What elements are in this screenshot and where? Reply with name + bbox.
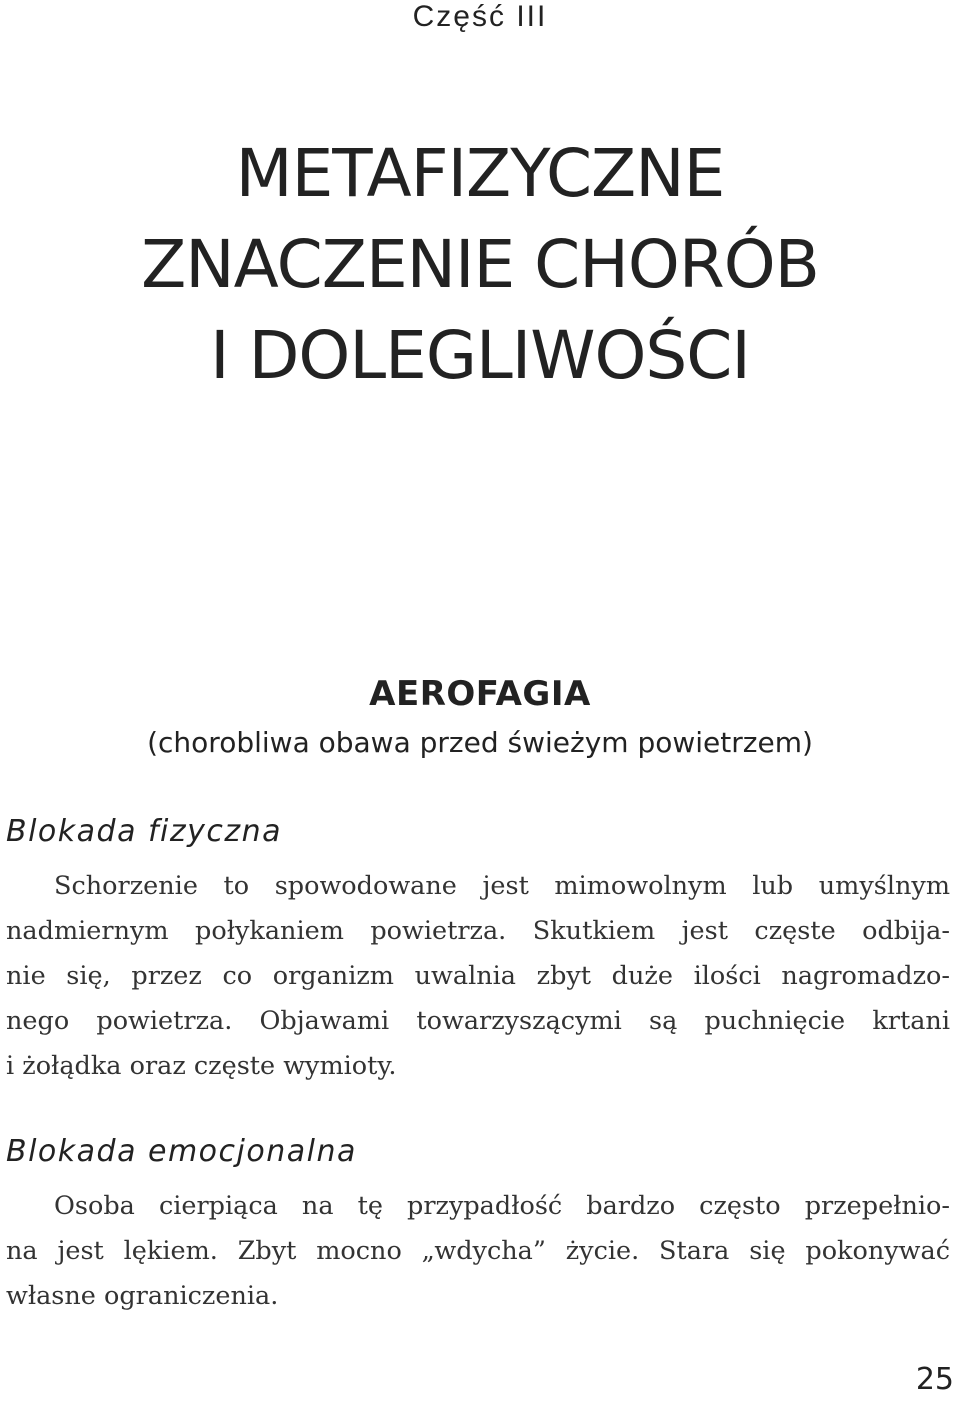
chapter-title-line: METAFIZYCZNE [235,135,725,212]
paragraph-line: nie się, przez co organizm uwalnia zbyt duże ilości nagromadzo- [6,961,950,991]
paragraph-line: Schorzenie to spowodowane jest mimowolnym lub umyślnym [54,871,950,901]
paragraph-line: i żołądka oraz częste wymioty. [6,1051,397,1081]
emotional-block-paragraph [6,1184,950,1319]
section-title: AEROFAGIA [369,674,591,714]
section-subtitle: (chorobliwa obawa przed świeżym powietrzem) [147,726,813,759]
paragraph-line: Osoba cierpiąca na tę przypadłość bardzo często przepełnio- [54,1191,950,1221]
paragraph-line: nadmiernym połykaniem powietrza. Skutkiem jest częste odbija- [6,916,950,946]
paragraph-line: własne ograniczenia. [6,1281,279,1311]
paragraph-line: nego powietrza. Objawami towarzyszącymi są puchnięcie krtani [6,1006,950,1036]
physical-block-paragraph [6,864,950,1089]
chapter-title-line: ZNACZENIE CHORÓB [141,226,819,303]
part-label: Część III [412,0,548,33]
paragraph-line: na jest lękiem. Zbyt mocno „wdycha” życie. Stara się pokonywać [6,1236,950,1266]
emotional-block-heading: Blokada emocjonalna [6,1134,357,1169]
physical-block-heading: Blokada fizyczna [6,814,283,849]
chapter-title-line: I DOLEGLIWOŚCI [210,317,750,394]
page-number: 25 [915,1362,954,1397]
chapter-title [0,128,960,401]
